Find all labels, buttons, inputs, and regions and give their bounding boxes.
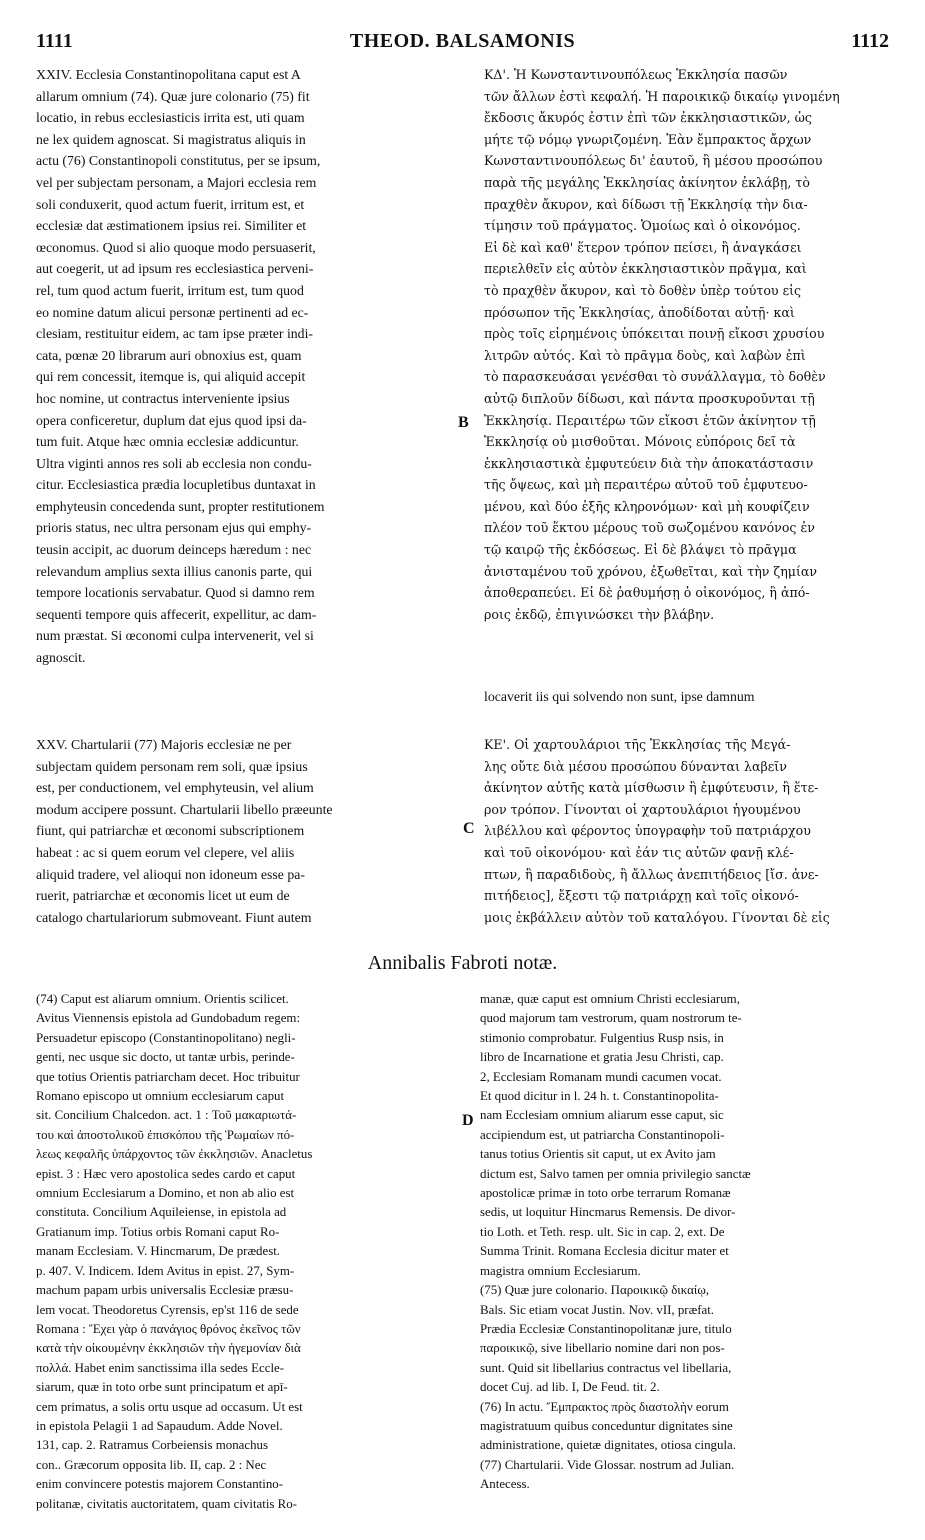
greek-column-tail: locaverit iis qui solvendo non sunt, ipse damnum (484, 689, 755, 704)
margin-marker-b: B (458, 414, 469, 431)
notes-title: Annibalis Fabroti notæ. (367, 952, 558, 974)
margin-marker-c: C (463, 820, 475, 837)
page-header (36, 30, 889, 56)
latin-section-24: XXIV. Ecclesia Constantinopolitana caput est A allarum omnium (74). Quæ jure colonario (75) fit locatio, in rebus ecclesiasticis irrita est, uti quam ne lex quidem agnoscat. Si magistratus aliquis in actu (76) Constantinopoli constitutus, per se ipsum, vel per subjectam personam, a Majori ecclesia rem soli conduxerit, quod actum fuerit, irritum est, et ecclesiæ dat æstimationem ipsius rei. Similiter et œconomus. Quod si alio quoque modo persuaserit, aut coegerit, ut ad ipsum res ecclesiastica perveni- rel, tum quod actum fuerit, irritum est, tum quod eo nomine datum alicui personæ pertinenti ad ec- clesiam, restituitur eidem, ac tam ipse præter indi- cata, pœnæ 20 librarum auri obnoxius est, quam qui rem concessit, itemque is, qui aliquid accepit hoc nomine, ut contractus interveniente ipsius opera conficeretur, duplum dat ejus quod ipsi da- tum fuit. Atque hæc omnia ecclesiæ addicuntur. Ultra viginti annos res soli ab ecclesia non condu- citur. Ecclesiastica prædia locupletibus duntaxat in emphyteusin concedenda sunt, propter restitutionem prioris status, nec ultra personam ejus qui emphy- teusin accipit, ac duorum deinceps hæredum : nec relevandum amplius sexta illius canonis parte, qui tempore locationis servabatur. Quod si damno rem sequenti tempore quis affecerit, expellitur, ac dam- num præstat. Si œconomi culpa intervenerit, vel si agnoscit. (36, 67, 325, 666)
notes-right-column: manæ, quæ caput est omnium Christi ecclesiarum, quod majorum tam vestrorum, quam nostrorum te- stimonio comprobatur. Fulgentius Rusp nsis, in libro de Incarnatione et gratia Jesu Christi, cap. 2, Ecclesiam Romanam mundi cacumen vocat. Et quod dicitur in l. 24 h. t. Constantinopolita- nam Ecclesiam omnium aliarum esse caput, sic accipiendum est, ut patriarcha Constantinopoli- tanus totius Orientis sit caput, ut ex Avito jam dictum est, Salvo tamen per omnia privilegio sanctæ apostolicæ primæ in toto orbe terrarum Romanæ sedis, ut loquitur Hincmarus Remensis. De divor- tio Loth. et Teth. resp. ult. Sic in cap. 2, ext. De Summa Trinit. Romana Ecclesia dicitur mater et magistra omnium Ecclesiarum. (75) Quæ jure colonario. Παροικικῷ δικαίῳ, Bals. Sic etiam vocat Justin. Nov. vII, præfat. Prædia Ecclesiæ Constantinopolitanæ jure, titulo παροικικῷ, sive libellario nomine dari non pos- sunt. Quid sit libellarius contractus vel libellaria, docet Cuj. ad lib. I, De Feud. tit. 2. (76) In actu. Ἔμπρακτος πρὸς διαστολὴν eorum magistratuum quibus conceduntur dignitates sine administratione, quietæ dignitates, otiosa cingula. (77) Chartularii. Vide Glossar. nostrum ad Julian. Antecess. (480, 992, 751, 1492)
greek-section-24: ΚΔ'. Ἡ Κωνσταντινουπόλεως Ἐκκλησία πασῶν τῶν ἄλλων ἐστὶ κεφαλή. Ἡ παροικικῷ δικαίῳ γινομένη ἔκδοσις ἄκυρός ἐστιν ἐπὶ τῶν ἐκκλησιαστικῶν, ὡς μήτε τῷ νόμῳ γνωριζομένη. Ἐὰν ἔμπρακτος ἄρχων Κωνσταντινουπόλεως δι' ἑαυτοῦ, ἢ μέσου προσώπου παρὰ τῆς μεγάλης Ἐκκλησίας ἀκίνητον ἐκλάβῃ, τὸ πραχθὲν ἄκυρον, καὶ δίδωσι τῇ Ἐκκλησίᾳ τὴν δια- τίμησιν τοῦ πράγματος. Ὁμοίως καὶ ὁ οἰκονόμος. Εἰ δὲ καὶ καθ' ἕτερον τρόπον πείσει, ἢ ἀναγκάσει περιελθεῖν εἰς αὐτὸν ἐκκλησιαστικὸν πρᾶγμα, καὶ τὸ πραχθὲν ἄκυρον, καὶ τὸ δοθὲν ὑπὲρ τούτου εἰς πρόσωπον τῆς Ἐκκλησίας, ἀποδίδοται αὐτῇ· καὶ πρὸς τοῖς εἰρημένοις ὑπόκειται ποινῇ εἴκοσι χρυσίου λιτρῶν αὐτός. Καὶ τὸ πρᾶγμα δοὺς, καὶ λαβὼν ἐπὶ τὸ παρασκευάσαι γενέσθαι τὸ συνάλλαγμα, τὸ δοθὲν αὐτῷ διπλοῦν δίδωσι, καὶ πάντα προσκυροῦνται τῇ Ἐκκλησίᾳ. Περαιτέρω τῶν εἴκοσι ἐτῶν ἀκίνητον τῇ Ἐκκλησίᾳ οὐ μισθοῦται. Μόνοις εὐπόροις δεῖ τὰ ἐκκλησιαστικὰ ἐμφυτεύειν διὰ τὴν ἀποκατάστασιν τῆς ὄψεως, καὶ μὴ περαιτέρω αὐτοῦ τοῦ ἐμφυτευο- μένου, καὶ δύο ἑξῆς κληρονόμων· καὶ μὴ κουφίζειν πλέον τοῦ ἕκτου μέρους τοῦ σωζομένου κανόνος ἐν τῷ καιρῷ τῆς ἐκδόσεως. Εἰ δὲ βλάψει τὸ πρᾶγμα ἀνισταμένου τοῦ χρόνου, ἐξωθεῖται, καὶ τὴν ζημίαν ἀποθεραπεύει. Εἰ δὲ ῥαθυμήσῃ ὁ οἰκονόμος, ἢ ἀπό- ροις ἐκδῷ, ἐπιγινώσκει τὴν βλάβην. (484, 67, 840, 622)
left-page-number: 1111 (36, 30, 73, 52)
margin-marker-d: D (462, 1112, 474, 1129)
right-page-number: 1112 (851, 30, 889, 52)
latin-section-25: XXV. Chartularii (77) Majoris ecclesiæ ne per subjectam quidem personam rem soli, quæ ipsius est, per conductionem, vel emphyteusin, vel alium modum accipere possunt. Chartularii libello præeunte fiunt, qui patriarchæ et œconomi subscriptionem habeat : ac si quem eorum vel clepere, vel aliis aliquid tradere, vel alioqui non idoneum esse pa- ruerit, patriarchæ et œconomis licet ut eum de catalogo chartulariorum submoveant. Fiunt autem (36, 737, 333, 925)
greek-section-25: ΚΕ'. Οἱ χαρτουλάριοι τῆς Ἐκκλησίας τῆς Μεγά- λης οὔτε διὰ μέσου προσώπου δύνανται λαβεῖν ἀκίνητον αὐτῆς κατὰ μίσθωσιν ἢ ἐμφύτευσιν, ἢ ἕτε- ρον τρόπον. Γίνονται οἱ χαρτουλάριοι ἡγουμένου λιβέλλου καὶ φέροντος ὑπογραφὴν τοῦ πατριάρχου καὶ τοῦ οἰκονόμου· καὶ ἐάν τις αὐτῶν φανῇ κλέ- πτων, ἢ παραδιδοὺς, ἢ ἄλλως ἀνεπιτήδειος [ἴσ. ἀνε- πιτήδειος], ἔξεστι τῷ πατριάρχῃ καὶ τοῖς οἰκονό- μοις ἐκβάλλειν αὐτὸν τοῦ καταλόγου. Γίνονται δὲ εἰς (484, 737, 830, 925)
notes-left-column: (74) Caput est aliarum omnium. Orientis scilicet. Avitus Viennensis epistola ad Gundobadum regem: Persuadetur episcopo (Constantinopolitano) negli- genti, nec usque sic docto, ut tantæ urbis, perinde- que totius Orientis patriarcham decet. Hoc tribuitur Romano episcopo ut omnium ecclesiarum caput sit. Concilium Chalcedon. act. 1 : Τοῦ μακαριωτά- του καὶ ἀποστολικοῦ ἐπισκόπου τῆς Ῥωμαίων πό- λεως κεφαλῆς ὑπάρχοντος τῶν ἐκκλησιῶν. Anacletus epist. 3 : Hæc vero apostolica sedes cardo et caput omnium Ecclesiarum a Domino, et non ab alio est constituta. Concilium Aquileiense, in epistola ad Gratianum imp. Totius orbis Romani caput Ro- manam Ecclesiam. V. Hincmarum, De prædest. p. 407. V. Indicem. Idem Avitus in epist. 27, Sym- machum papam urbis universalis Ecclesiæ præsu- lem vocat. Theodoretus Cyrensis, ep'st 116 de sede Romana : Ἔχει γὰρ ὁ πανάγιος θρόνος ἐκεῖνος τῶν κατὰ τὴν οἰκουμένην ἐκκλησιῶν τὴν ἡγεμονίαν διὰ πολλά. Habet enim sanctissima illa sedes Eccle- siarum, quæ in toto orbe sunt principatum et apī- cem primatus, a solis ortu usque ad occasum. Ut est in epistola Pelagii 1 ad Sapaudum. Adde Novel. 131, cap. 2. Ratramus Corbeiensis monachus con.. Græcorum opposita lib. II, cap. 2 : Nec enim convincere potestis majorem Constantino- politanæ, civitatis auctoritatem, quam civitatis Ro- (36, 992, 313, 1511)
running-title: THEOD. BALSAMONIS (349, 30, 576, 52)
